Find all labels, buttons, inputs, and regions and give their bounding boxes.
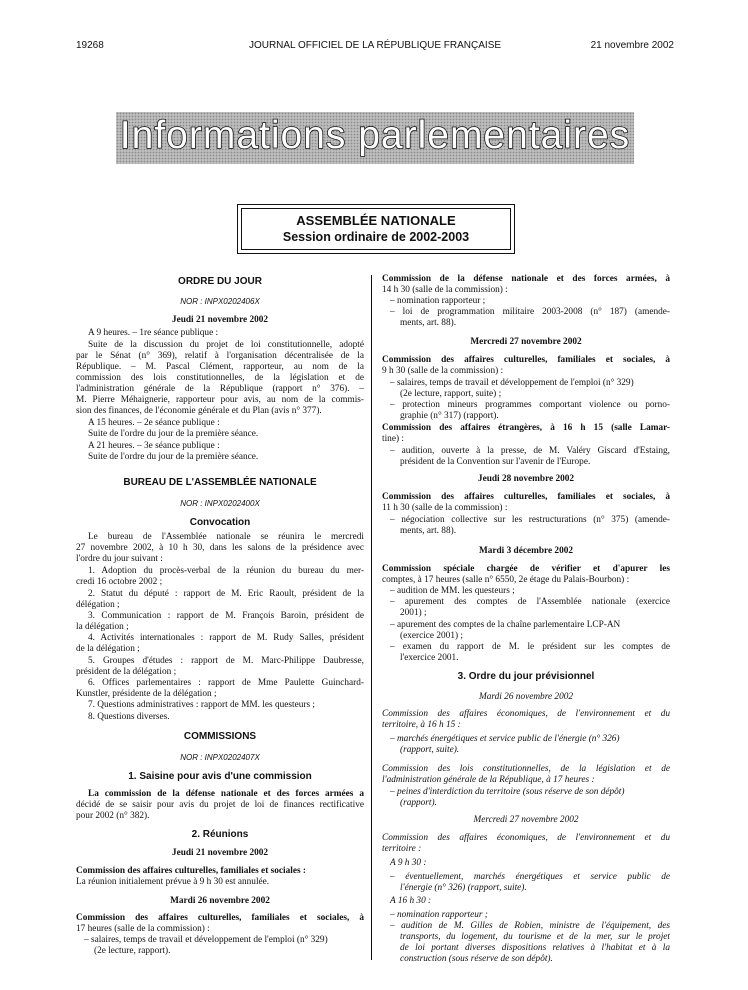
paragraph-line: l'ordre du jour suivant : [76,554,163,564]
list-item: – nomination rapporteur ; [390,910,488,920]
date-heading: Jeudi 21 novembre 2002 [171,848,269,858]
list-item: – protection mineurs programmes comportant violence ou porno- [390,400,670,410]
list-item: président de la Convention sur l'avenir de l'Europe. [400,457,591,467]
paragraph-line: pour 2002 (n° 382). [76,811,150,821]
paragraph-line: Suite de l'ordre du jour de la première séance. [88,452,259,462]
list-item: – audition, ouverte à la presse, de M. Valéry Giscard d'Estaing, [390,446,670,456]
paragraph-line: Suite de l'ordre du jour de la première séance. [88,429,259,439]
column-rule [371,275,372,960]
paragraph-line: Commission des lois constitutionnelles, de la législation et de [382,764,670,774]
list-item: ments, art. 88). [400,318,457,328]
subheading: 2. Réunions [191,829,249,840]
list-item: (rapport). [400,798,437,808]
list-item: (2e lecture, rapport). [94,946,171,956]
list-item: (2e lecture, rapport, suite) ; [400,389,502,399]
paragraph-line: 11 h 30 (salle de la commission) : [382,503,508,513]
paragraph-line: 17 heures (salle de la commission) : [76,924,210,934]
paragraph-line: sion des finances, de l'économie générale et du Plan (avis n° 377). [76,406,322,416]
date-heading: Jeudi 28 novembre 2002 [477,474,575,484]
list-item: Kunstler, présidente de la délégation ; [76,689,217,699]
list-item: l'exercice 2001. [400,653,459,663]
paragraph-line: 9 h 30 (salle de la commission) : [382,366,504,376]
paragraph-line: 27 novembre 2002, à 10 h 30, dans les salons de la présidence avec [76,543,364,553]
paragraph-line: Commission des affaires économiques, de l'environnement et du [382,709,670,719]
list-item: (rapport, suite). [400,745,460,755]
subheading: 1. Saisine pour avis d'une commission [128,771,312,782]
paragraph-line: 14 h 30 (salle de la commission) : [382,285,508,295]
paragraph-line: République. – M. Pascal Clément, rapporteur, au nom de la [76,362,364,372]
list-item: 8. Questions diverses. [88,712,170,722]
list-item: – éventuellement, marchés énergétiques et service public de [390,872,670,882]
list-item: 5. Groupes d'études : rapport de M. Marc-Philippe Daubresse, [88,656,364,666]
nor-reference: NOR : INPX0202407X [180,753,260,762]
paragraph-line: Commission des affaires économiques, de l'environnement et du [382,833,670,843]
list-item: ments, art. 88). [400,526,457,536]
paragraph-line: A 9 h 30 : [390,858,427,868]
banner-title: Informations parlementaires [119,114,631,157]
date-heading: Mercredi 27 novembre 2002 [473,815,579,825]
paragraph-line: Commission de la défense nationale et des forces armées, à [382,274,670,284]
list-item: de la délégation ; [76,644,140,654]
list-item: – loi de programmation militaire 2003-2008 (n° 187) (amende- [390,307,670,317]
subheading: Convocation [189,517,251,528]
list-item: transports, du logement, du tourisme et de la mer, sur le projet [400,932,670,942]
assembly-title: ASSEMBLÉE NATIONALE [296,213,456,228]
paragraph-line: Commission spéciale chargée de vérifier et d'apurer les [382,564,670,574]
heading: BUREAU DE L'ASSEMBLÉE NATIONALE [123,477,317,488]
list-item: 3. Communication : rapport de M. François Baroin, président de [88,611,364,621]
paragraph-line: par le Sénat (n° 369), relatif à l'organisation décentralisée de la [76,351,364,361]
list-item: 6. Offices parlementaires : rapport de Mme Paulette Guinchard- [88,678,364,688]
list-item: – audition de M. Gilles de Robien, ministre de l'équipement, des [390,921,670,931]
paragraph-line: A 21 heures. – 3e séance publique : [88,441,220,451]
list-item: 1. Adoption du procès-verbal de la réunion du bureau du mer- [88,566,364,576]
paragraph-line: M. Pierre Méhaignerie, rapporteur pour avis, au nom de la commis- [76,395,364,405]
section-banner [116,112,634,164]
list-item: – peines d'interdiction du territoire (sous réserve de son dépôt) [390,787,625,797]
issue-date: 21 novembre 2002 [590,40,674,51]
list-item: (exercice 2001) ; [400,631,463,641]
nor-reference: NOR : INPX0202406X [180,297,260,306]
paragraph-line: l'administration générale de la République (rapport n° 376). – [76,384,364,394]
assembly-box [237,204,515,254]
paragraph-line: A 15 heures. – 2e séance publique : [88,418,220,428]
date-heading: Mardi 26 novembre 2002 [170,896,270,906]
date-heading: Mardi 26 novembre 2002 [478,692,574,702]
paragraph-line: tine) : [382,434,404,444]
list-item: – négociation collective sur les restructurations (n° 375) (amende- [390,515,670,525]
list-item: – nomination rapporteur ; [390,296,486,306]
date-heading: Mardi 3 décembre 2002 [478,546,574,556]
date-heading: Jeudi 21 novembre 2002 [171,315,269,325]
list-item: délégation ; [76,600,120,610]
paragraph-line: comptes, à 17 heures (salle n° 6550, 2e étage du Palais-Bourbon) : [382,575,630,585]
paragraph-line: Le bureau de l'Assemblée nationale se réunira le mercredi [88,532,364,542]
paragraph-line: territoire, à 16 h 15 : [382,720,461,730]
nor-reference: NOR : INPX0202400X [180,499,260,508]
paragraph-line: Commission des affaires culturelles, familiales et sociales : [76,866,306,876]
heading: COMMISSIONS [183,731,257,742]
paragraph-line: Commission des affaires culturelles, familiales et sociales, à [382,492,670,502]
paragraph-line: l'administration générale de la République, à 17 heures : [382,775,595,785]
list-item: – marchés énergétiques et service public de l'énergie (n° 326) [390,734,620,744]
list-item: 2001) ; [400,608,427,618]
list-item: construction (sous réserve de son dépôt). [400,954,553,964]
paragraph-line: territoire : [382,844,422,854]
list-item: la délégation ; [76,622,129,632]
paragraph-line: Commission des affaires culturelles, familiales et sociales, à [382,355,670,365]
list-item: – audition de MM. les questeurs ; [390,586,515,596]
heading: ORDRE DU JOUR [178,276,262,287]
paragraph-line: Suite de la discussion du projet de loi constitutionnelle, adopté [88,340,364,350]
list-item: – examen du rapport de M. le président sur les comptes de [390,642,670,652]
list-item: de loi portant diverses dispositions relatives à l'habitat et à la [400,943,670,953]
paragraph-line: A 16 h 30 : [390,896,432,906]
paragraph-line: décidé de se saisir pour avis du projet de loi de finances rectificative [76,800,364,810]
list-item: 7. Questions administratives : rapport de MM. les questeurs ; [88,700,315,710]
paragraph-line: Commission des affaires étrangères, à 16 h 15 (salle Lamar- [382,423,670,433]
list-item: l'énergie (n° 326) (rapport, suite). [400,883,527,893]
paragraph-line: Commission des affaires culturelles, familiales et sociales, à [76,913,364,923]
paragraph-line: La réunion initialement prévue à 9 h 30 est annulée. [76,877,270,887]
list-item: – salaires, temps de travail et développement de l'emploi (n° 329) [390,378,634,388]
paragraph-line: La commission de la défense nationale et des forces armées a [88,789,364,799]
date-heading: Mercredi 27 novembre 2002 [470,337,582,347]
page-header [76,40,674,54]
list-item: graphie (n° 317) (rapport). [400,411,499,421]
paragraph-line: A 9 heures. – 1re séance publique : [88,328,219,338]
list-item: président de la délégation ; [76,667,177,677]
list-item: – salaires, temps de travail et développement de l'emploi (n° 329) [84,935,328,945]
list-item: 4. Activités internationales : rapport de M. Rudy Salles, président [88,633,364,643]
list-item: – apurement des comptes de la chaîne parlementaire LCP-AN [390,620,621,630]
session-title: Session ordinaire de 2002-2003 [282,230,470,244]
page-number: 19268 [76,40,104,51]
list-item: – apurement des comptes de l'Assemblée nationale (exercice [390,597,670,607]
list-item: 2. Statut du député : rapport de M. Eric Raoult, président de la [88,589,364,599]
paragraph-line: commission des lois constitutionnelles, de la législation et de [76,373,364,383]
subheading: 3. Ordre du jour prévisionnel [457,671,595,682]
journal-title: JOURNAL OFFICIEL DE LA RÉPUBLIQUE FRANÇAISE [248,40,502,51]
list-item: credi 16 octobre 2002 ; [76,577,163,587]
